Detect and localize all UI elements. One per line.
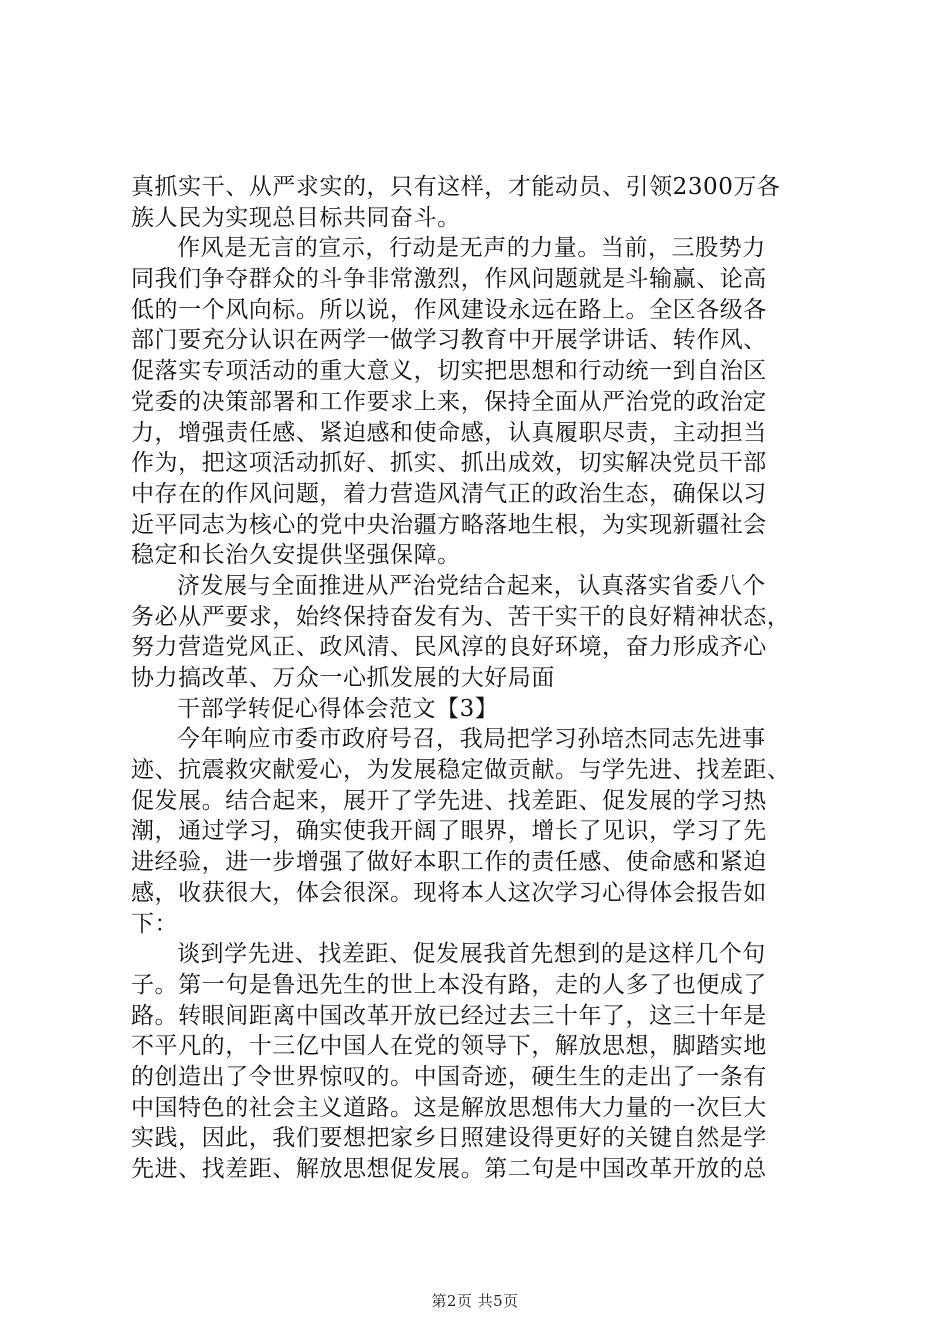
text-line: 先进、找差距、解放思想促发展。第二句是中国改革开放的总 (131, 1156, 767, 1182)
text-line: 作为，把这项活动抓好、抓实、抓出成效，切实解决党员干部 (131, 450, 767, 477)
text-line: 路。转眼间距离中国改革开放已经过去三十年了，这三十年是 (131, 1002, 767, 1029)
text-line: 真抓实干、从严求实的，只有这样，才能动员、引领2300万各 (131, 174, 781, 200)
text-line: 迹、抗震救灾献爱心，为发展稳定做贡献。与学先进、找差距、 (131, 757, 791, 784)
text-line: 促发展。结合起来，展开了学先进、找差距、促发展的学习热 (131, 787, 767, 814)
text-line: 族人民为实现总目标共同奋斗。 (131, 204, 461, 231)
text-line: 不平凡的，十三亿中国人在党的领导下，解放思想，脚踏实地 (131, 1033, 767, 1060)
text-line: 子。第一句是鲁迅先生的世上本没有路，走的人多了也便成了 (131, 971, 767, 998)
text-line: 的创造出了令世界惊叹的。中国奇迹，硬生生的走出了一条有 (131, 1063, 767, 1090)
text-line: 中国特色的社会主义道路。这是解放思想伟大力量的一次巨大 (131, 1094, 767, 1121)
text-line: 协力搞改革、万众一心抓发展的大好局面 (131, 665, 555, 691)
document-body (131, 172, 831, 1185)
text-line: 党委的决策部署和工作要求上来，保持全面从严治党的政治定 (131, 388, 767, 415)
text-line: 实践，因此，我们要想把家乡日照建设得更好的关键自然是学 (131, 1125, 767, 1152)
text-line: 潮，通过学习，确实使我开阔了眼界，增长了见识，学习了先 (131, 818, 767, 845)
text-line: 稳定和长治久安提供坚强保障。 (131, 542, 461, 569)
text-line: 谈到学先进、找差距、促发展我首先想到的是这样几个句 (177, 941, 766, 968)
text-line: 今年响应市委市政府号召，我局把学习孙培杰同志先进事 (177, 726, 766, 753)
text-line: 务必从严要求，始终保持奋发有为、苦干实干的良好精神状态， (131, 603, 791, 630)
text-line: 同我们争夺群众的斗争非常激烈，作风问题就是斗输赢、论高 (131, 266, 767, 293)
text-line: 作风是无言的宣示，行动是无声的力量。当前，三股势力 (177, 235, 766, 262)
text-line: 进经验，进一步增强了做好本职工作的责任感、使命感和紧迫 (131, 849, 767, 876)
text-line: 促落实专项活动的重大意义，切实把思想和行动统一到自治区 (131, 358, 767, 385)
text-line: 近平同志为核心的党中央治疆方略落地生根，为实现新疆社会 (131, 511, 767, 538)
text-line: 感，收获很大，体会很深。现将本人这次学习心得体会报告如 (131, 879, 767, 906)
page-footer: 第2页 共5页 (431, 1292, 519, 1310)
text-line: 中存在的作风问题，着力营造风清气正的政治生态，确保以习 (131, 480, 767, 507)
text-line: 力，增强责任感、紧迫感和使命感，认真履职尽责，主动担当 (131, 419, 767, 446)
text-line: 努力营造党风正、政风清、民风淳的良好环境，奋力形成齐心 (131, 634, 767, 661)
text-line: 低的一个风向标。所以说，作风建设永远在路上。全区各级各 (131, 296, 767, 323)
text-line: 部门要充分认识在两学一做学习教育中开展学讲话、转作风、 (131, 327, 767, 354)
text-line: 下： (131, 910, 179, 937)
text-line: 干部学转促心得体会范文【3】 (177, 695, 499, 722)
text-line: 济发展与全面推进从严治党结合起来，认真落实省委八个 (177, 572, 766, 599)
